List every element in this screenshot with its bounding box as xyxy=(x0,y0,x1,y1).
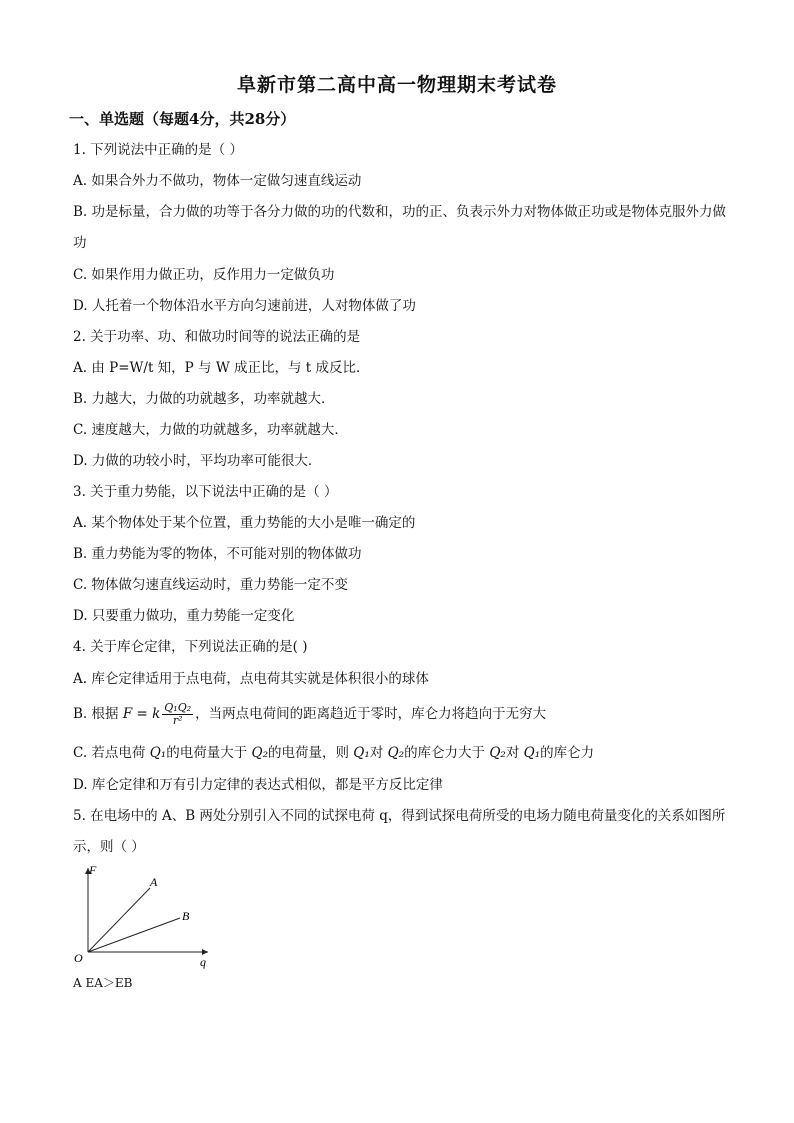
question-3-option-c: C. 物体做匀速直线运动时，重力势能一定不变 xyxy=(73,577,348,593)
question-1-option-d: D. 人托着一个物体沿水平方向匀速前进，人对物体做了功 xyxy=(73,298,416,314)
question-3-stem: 3. 关于重力势能，以下说法中正确的是（ ） xyxy=(73,484,338,500)
option-b-prefix: B. 根据 xyxy=(73,706,119,722)
formula-denominator: r² xyxy=(172,714,183,727)
page-title: 阜新市第二高中高一物理期末考试卷 xyxy=(236,74,557,96)
question-2-option-c: C. 速度越大，力做的功就越多，功率就越大． xyxy=(73,422,348,438)
coulomb-formula-fraction xyxy=(162,702,193,727)
coulomb-formula-lhs: F = k xyxy=(122,706,161,722)
question-4-option-b xyxy=(73,700,546,728)
charge-symbol: Q₂ xyxy=(489,745,506,761)
question-4-option-d: D. 库仑定律和万有引力定律的表达式相似，都是平方反比定律 xyxy=(73,777,443,793)
question-1-option-a: A. 如果合外力不做功，物体一定做匀速直线运动 xyxy=(73,173,362,189)
option-c-text-6: 对 xyxy=(505,745,524,761)
option-c-text-4: 对 xyxy=(369,745,388,761)
question-5-option-a: A EA＞EB xyxy=(73,976,133,990)
question-3-option-b: B. 重力势能为零的物体，不可能对别的物体做功 xyxy=(73,546,362,562)
line-b xyxy=(88,918,180,952)
option-c-text-1: C. 若点电荷 xyxy=(73,745,150,761)
option-c-text-7: 的库仑力 xyxy=(540,745,595,761)
charge-symbol: Q₁ xyxy=(353,745,370,761)
question-3-option-d: D. 只要重力做功，重力势能一定变化 xyxy=(73,608,295,624)
x-axis-label: q xyxy=(200,955,206,969)
option-c-text-3: 的电荷量，则 xyxy=(268,745,354,761)
charge-symbol: Q₁ xyxy=(523,745,541,761)
question-2-option-b: B. 力越大，力做的功就越多，功率就越大． xyxy=(73,391,335,407)
question-1-option-b: B. 功是标量，合力做的功等于各分力做的功的代数和，功的正、负表示外力对物体做正功或是物体克服外力做功 xyxy=(73,204,727,251)
option-b-suffix: ，当两点电荷间的距离趋近于零时，库仑力将趋向于无穷大 xyxy=(195,706,547,722)
question-3-option-a: A. 某个物体处于某个位置，重力势能的大小是唯一确定的 xyxy=(73,515,416,531)
line-b-label: B xyxy=(182,909,190,923)
option-c-text-2: 的电荷量大于 xyxy=(166,745,252,761)
charge-symbol: Q₁ xyxy=(149,745,167,761)
question-4-option-a: A. 库仑定律适用于点电荷，点电荷其实就是体积很小的球体 xyxy=(73,671,429,687)
line-a-label: A xyxy=(150,875,158,889)
question-2-option-a: A. 由 P=W/t 知，P 与 W 成正比，与 t 成反比． xyxy=(73,360,370,376)
question-2-stem: 2. 关于功率、功、和做功时间等的说法正确的是 xyxy=(73,329,361,345)
question-2-option-d: D. 力做的功较小时，平均功率可能很大． xyxy=(73,453,322,469)
line-a xyxy=(88,888,150,952)
formula-numerator: Q₁Q₂ xyxy=(164,701,192,714)
y-axis-label: F xyxy=(89,863,97,877)
origin-label: O xyxy=(74,951,83,965)
question-1-option-c: C. 如果作用力做正功，反作用力一定做负功 xyxy=(73,267,335,283)
option-c-text-5: 的库仑力大于 xyxy=(404,745,490,761)
section-heading: 一、单选题（每题4分，共28分） xyxy=(69,110,296,128)
question-4-option-c xyxy=(73,744,594,762)
charge-symbol: Q₂ xyxy=(251,745,268,761)
question-4-stem: 4. 关于库仑定律，下列说法正确的是( ) xyxy=(73,639,308,655)
question-5-stem: 5. 在电场中的 A、B 两处分别引入不同的试探电荷 q，得到试探电荷所受的电场力随电荷量变化的关系如图所示，则（ ） xyxy=(73,808,726,855)
question-1-stem: 1. 下列说法中正确的是（ ） xyxy=(73,142,243,158)
charge-symbol: Q₂ xyxy=(387,745,405,761)
force-charge-graph xyxy=(70,860,220,970)
